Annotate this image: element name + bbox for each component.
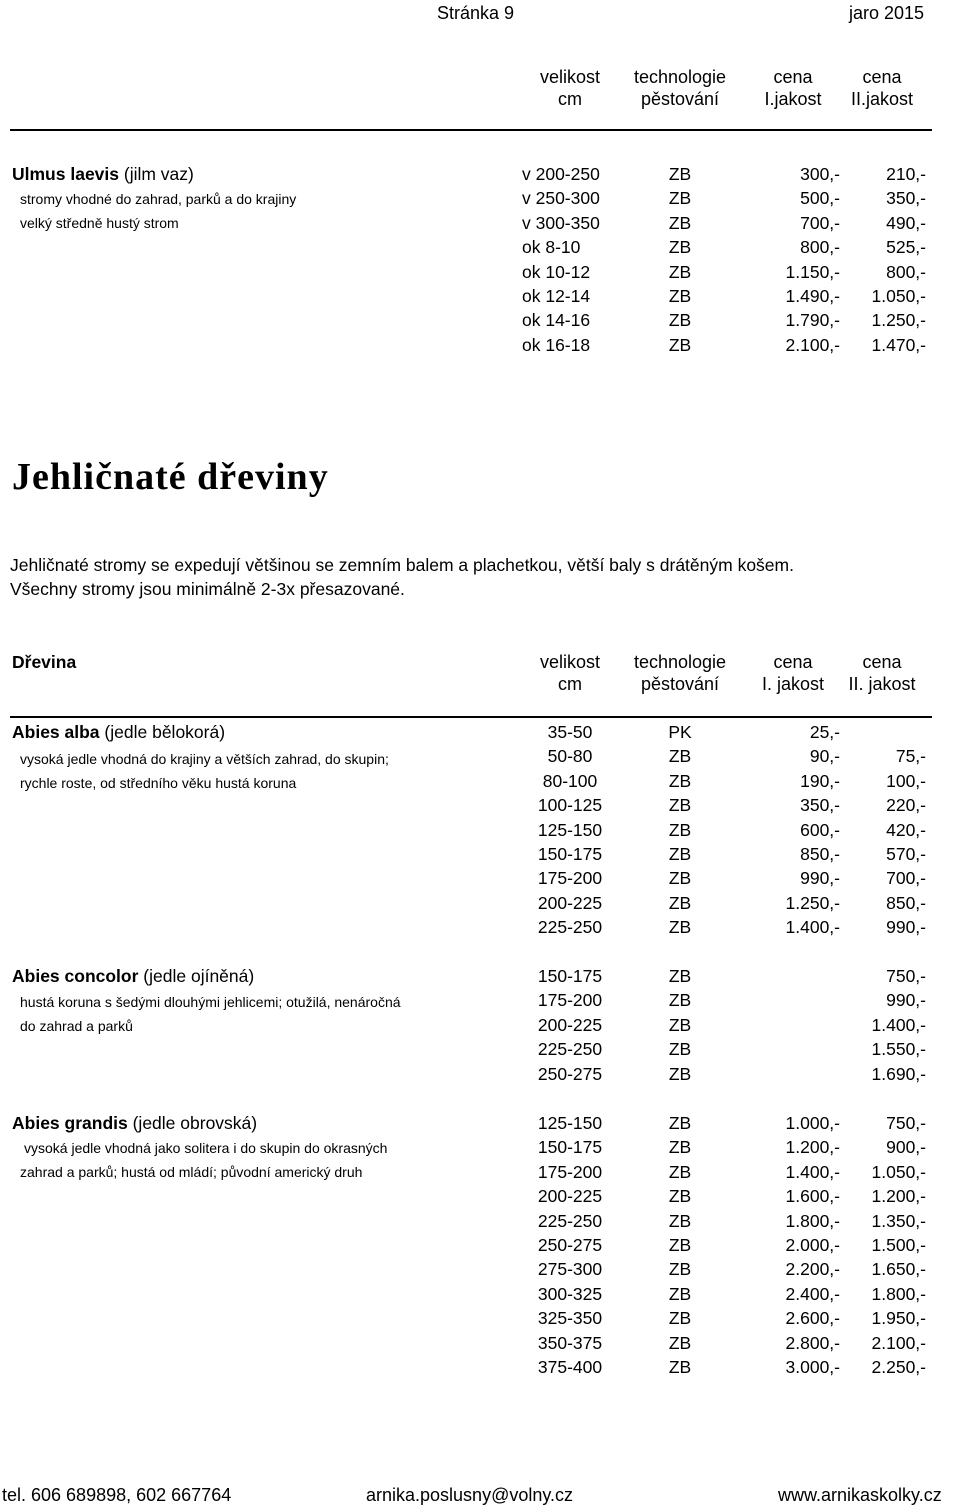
footer-website[interactable]: www.arnikaskolky.cz [778,1485,942,1505]
price1-cell: 350,- [800,795,840,816]
technology-cell: PK [668,722,692,742]
size-cell: 200-225 [537,1014,603,1035]
technology-cell: ZB [668,212,692,233]
technology-cell: ZB [668,1235,692,1255]
price2-cell: 990,- [886,990,926,1011]
species-common-name: (jilm vaz) [123,164,194,184]
price1-cell: 1.000,- [785,1113,840,1133]
species-abies-grandis-title [12,1113,257,1133]
price1-cell: 1.600,- [785,1186,840,1207]
price2-cell: 1.690,- [871,1063,926,1084]
footer-email[interactable]: arnika.poslusny@volny.cz [366,1485,574,1505]
col-size-header: velikost cm [539,652,601,694]
col-plant-header: Dřevina [12,652,77,672]
technology-cell: ZB [668,1308,692,1329]
price2-cell: 2.100,- [871,1332,926,1353]
size-cell: 150-175 [537,966,603,986]
col-price1-header: cena I. jakost [761,652,825,694]
price2-cell: 700,- [886,868,926,889]
price2-cell: 1.950,- [871,1308,926,1329]
technology-cell: ZB [668,1186,692,1207]
species-name: Ulmus laevis [12,164,119,184]
col-technology-header: technologie pěstování [633,652,727,694]
technology-cell: ZB [668,795,692,816]
price1-cell: 850,- [800,844,840,864]
size-cell: v 300-350 [522,212,600,233]
size-cell: 250-275 [537,1235,603,1255]
size-cell: 200-225 [537,1186,603,1207]
size-cell: ok 14-16 [522,310,591,331]
size-cell: 35-50 [547,722,593,742]
section-lead: Všechny stromy jsou minimálně 2-3x přesazované. [10,579,405,599]
species-common-name: (jedle bělokorá) [104,722,226,742]
species-common-name: (jedle obrovská) [132,1113,258,1133]
price1-cell: 25,- [809,722,840,742]
price1-cell: 300,- [800,164,840,184]
price2-cell: 750,- [886,1113,926,1133]
size-cell: 375-400 [537,1357,603,1377]
size-cell: 225-250 [537,1210,603,1231]
species-abies-alba-title [12,722,225,742]
price1-cell: 1.400,- [785,917,840,938]
size-cell: 150-175 [537,1137,603,1158]
price1-cell: 2.600,- [785,1308,840,1329]
technology-cell: ZB [668,917,692,938]
technology-cell: ZB [668,1161,692,1182]
price1-cell: 1.490,- [785,286,840,306]
price2-cell: 210,- [886,164,926,184]
col-technology-header: technologie pěstování [633,67,727,109]
price1-cell: 2.400,- [785,1283,840,1304]
price2-cell: 75,- [895,746,926,767]
price2-cell: 1.650,- [871,1259,926,1280]
species-description: rychle roste, od středního věku hustá koruna [20,775,297,791]
price1-cell: 800,- [800,237,840,258]
price2-cell: 1.800,- [871,1283,926,1304]
technology-cell: ZB [668,1137,692,1158]
species-name: Abies grandis [12,1113,128,1133]
price2-cell: 1.550,- [871,1039,926,1060]
price1-cell: 1.800,- [785,1210,840,1231]
technology-cell: ZB [668,844,692,864]
col-price2-header: cena II. jakost [848,652,916,694]
species-name: Abies concolor [12,966,139,986]
size-cell: v 250-300 [522,188,600,209]
price2-cell: 1.250,- [871,310,926,331]
species-description: hustá koruna s šedými dlouhými jehlicemi; otužilá, nenáročná [20,994,401,1010]
size-cell: ok 16-18 [522,334,591,355]
species-name: Abies alba [12,722,100,742]
size-cell: ok 10-12 [522,261,591,282]
col-price1-header: cena I.jakost [764,67,822,109]
size-cell: 225-250 [537,917,603,938]
price2-cell: 1.200,- [871,1186,926,1207]
size-cell: ok 12-14 [522,286,591,306]
price2-cell: 900,- [886,1137,926,1158]
technology-cell: ZB [668,1210,692,1231]
size-cell: 300-325 [537,1283,603,1304]
price2-cell: 100,- [886,770,926,791]
footer-phone: tel. 606 689898, 602 667764 [2,1485,232,1505]
technology-cell: ZB [668,746,692,767]
season-label: jaro 2015 [849,3,925,23]
species-ulmus-title [12,164,194,184]
species-description: velký středně hustý strom [20,215,179,231]
price2-cell: 525,- [886,237,926,258]
price1-cell: 90,- [809,746,840,767]
col-size-header: velikost cm [539,67,601,109]
price1-cell: 2.800,- [785,1332,840,1353]
price1-cell: 190,- [800,770,840,791]
technology-cell: ZB [668,1039,692,1060]
price1-cell: 700,- [800,212,840,233]
size-cell: 175-200 [537,990,603,1011]
price2-cell: 1.350,- [871,1210,926,1231]
technology-cell: ZB [668,868,692,889]
technology-cell: ZB [668,261,692,282]
price1-cell: 2.100,- [785,334,840,355]
size-cell: 275-300 [537,1259,603,1280]
price1-cell: 500,- [800,188,840,209]
size-cell: 80-100 [542,770,598,791]
size-cell: 175-200 [537,1161,603,1182]
size-cell: 350-375 [537,1332,603,1353]
technology-cell: ZB [668,966,692,986]
price2-cell: 800,- [886,261,926,282]
section-title: Jehličnaté dřeviny [12,456,329,498]
price2-cell: 1.500,- [871,1235,926,1255]
price2-cell: 1.470,- [871,334,926,355]
price2-cell: 420,- [886,819,926,840]
size-cell: 225-250 [537,1039,603,1060]
technology-cell: ZB [668,188,692,209]
technology-cell: ZB [668,164,692,184]
price2-cell: 2.250,- [871,1357,926,1377]
technology-cell: ZB [668,310,692,331]
size-cell: 200-225 [537,892,603,913]
species-description: vysoká jedle vhodná jako solitera i do skupin do okrasných [24,1140,388,1156]
size-cell: ok 8-10 [522,237,581,258]
technology-cell: ZB [668,286,692,306]
technology-cell: ZB [668,1357,692,1377]
section-lead: Jehličnaté stromy se expedují většinou se zemním balem a plachetkou, větší baly s drátěným košem. [10,555,794,575]
technology-cell: ZB [668,892,692,913]
col-price2-header: cena II.jakost [850,67,914,109]
price1-cell: 3.000,- [785,1357,840,1377]
price2-cell: 220,- [886,795,926,816]
size-cell: 100-125 [537,795,603,816]
size-cell: v 200-250 [522,164,600,184]
price2-cell: 990,- [886,917,926,938]
price1-cell: 1.150,- [785,261,840,282]
price2-cell: 350,- [886,188,926,209]
technology-cell: ZB [668,1283,692,1304]
size-cell: 50-80 [547,746,593,767]
page-number: Stránka 9 [437,3,515,23]
species-description: zahrad a parků; hustá od mládí; původní americký druh [20,1164,363,1180]
technology-cell: ZB [668,237,692,258]
price1-cell: 2.200,- [785,1259,840,1280]
header-divider [10,129,932,131]
technology-cell: ZB [668,990,692,1011]
technology-cell: ZB [668,334,692,355]
species-description: do zahrad a parků [20,1018,133,1034]
price2-cell: 750,- [886,966,926,986]
size-cell: 325-350 [537,1308,603,1329]
price1-cell: 1.250,- [785,892,840,913]
price2-cell: 1.050,- [871,1161,926,1182]
price2-cell: 1.050,- [871,286,926,306]
technology-cell: ZB [668,1332,692,1353]
price1-cell: 2.000,- [785,1235,840,1255]
size-cell: 125-150 [537,819,603,840]
technology-cell: ZB [668,819,692,840]
technology-cell: ZB [668,1113,692,1133]
species-common-name: (jedle ojíněná) [143,966,255,986]
size-cell: 125-150 [537,1113,603,1133]
price2-cell: 850,- [886,892,926,913]
header-divider [10,716,932,718]
technology-cell: ZB [668,1063,692,1084]
price2-cell: 570,- [886,844,926,864]
size-cell: 150-175 [537,844,603,864]
technology-cell: ZB [668,770,692,791]
price1-cell: 600,- [800,819,840,840]
price1-cell: 990,- [800,868,840,889]
technology-cell: ZB [668,1259,692,1280]
species-description: stromy vhodné do zahrad, parků a do krajiny [20,191,297,207]
price1-cell: 1.400,- [785,1161,840,1182]
price2-cell: 1.400,- [871,1014,926,1035]
price1-cell: 1.200,- [785,1137,840,1158]
species-description: vysoká jedle vhodná do krajiny a větších zahrad, do skupin; [20,751,389,767]
species-abies-concolor-title [12,966,254,986]
price2-cell: 490,- [886,212,926,233]
size-cell: 175-200 [537,868,603,889]
price1-cell: 1.790,- [785,310,840,331]
size-cell: 250-275 [537,1063,603,1084]
technology-cell: ZB [668,1014,692,1035]
